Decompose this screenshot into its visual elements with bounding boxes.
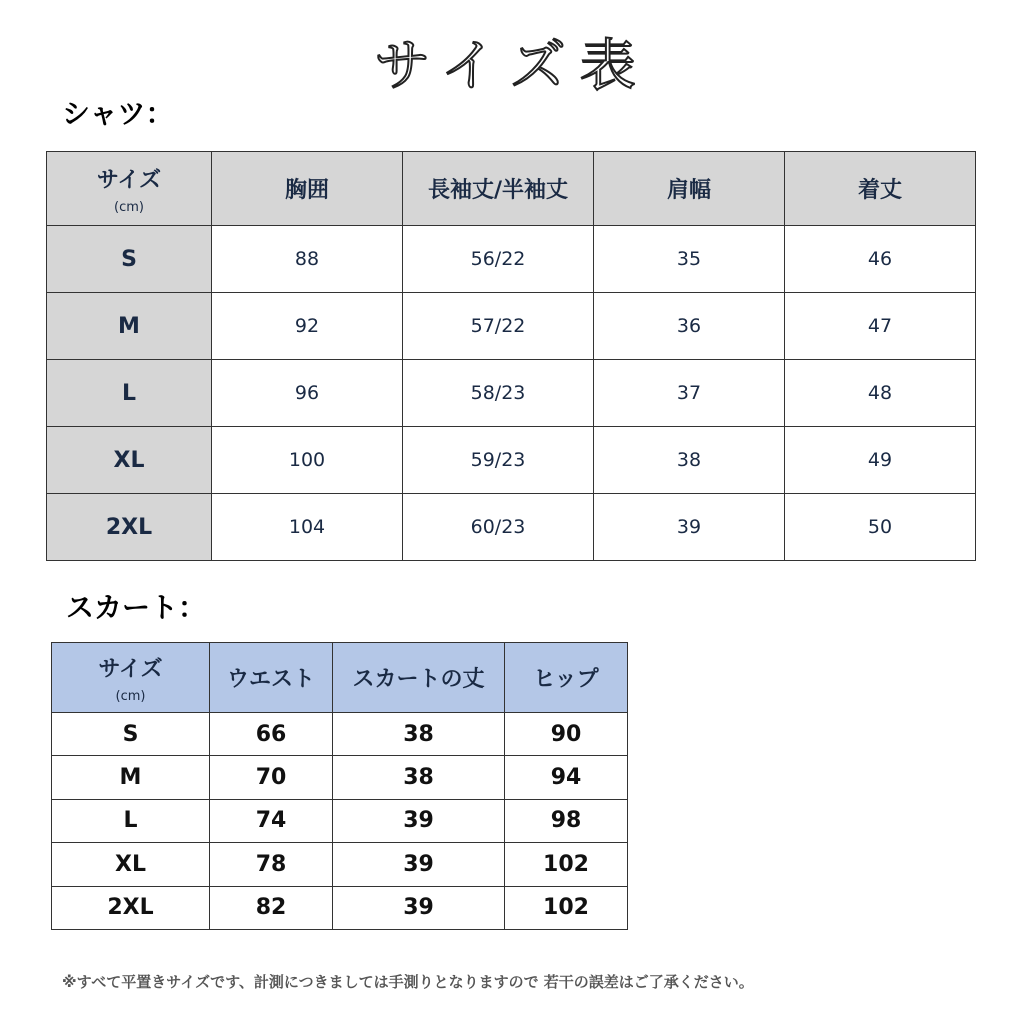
skirt-size-cell: XL	[52, 843, 210, 886]
shirt-size-cell: M	[47, 293, 212, 360]
shirt-value-cell: 60/23	[403, 494, 594, 561]
skirt-size-cell: L	[52, 799, 210, 842]
shirt-value-cell: 35	[594, 226, 785, 293]
shirt-row	[47, 427, 976, 494]
shirt-value-cell: 48	[785, 360, 976, 427]
shirt-value-cell: 58/23	[403, 360, 594, 427]
skirt-header-row	[52, 643, 628, 713]
skirt-value-cell: 74	[210, 799, 333, 842]
shirt-value-cell: 46	[785, 226, 976, 293]
shirt-col-header: 肩幅	[594, 152, 785, 226]
shirt-value-cell: 39	[594, 494, 785, 561]
shirt-size-header-label: サイズ	[96, 167, 162, 193]
skirt-size-cell: 2XL	[52, 886, 210, 929]
shirt-value-cell: 96	[212, 360, 403, 427]
skirt-value-cell: 38	[333, 756, 505, 799]
shirt-unit-label: (cm)	[114, 199, 144, 215]
shirt-value-cell: 36	[594, 293, 785, 360]
skirt-value-cell: 38	[333, 713, 505, 756]
shirt-size-cell: L	[47, 360, 212, 427]
shirt-value-cell: 92	[212, 293, 403, 360]
skirt-col-header: スカートの丈	[333, 643, 505, 713]
shirt-size-cell: S	[47, 226, 212, 293]
skirt-size-header	[52, 643, 210, 713]
skirt-col-header: ウエスト	[210, 643, 333, 713]
skirt-section-label: スカート：	[66, 591, 207, 624]
skirt-value-cell: 39	[333, 799, 505, 842]
shirt-value-cell: 100	[212, 427, 403, 494]
shirt-value-cell: 37	[594, 360, 785, 427]
shirt-value-cell: 50	[785, 494, 976, 561]
skirt-row	[52, 843, 628, 886]
skirt-size-table	[51, 642, 628, 930]
skirt-value-cell: 98	[505, 799, 628, 842]
skirt-size-cell: M	[52, 756, 210, 799]
skirt-value-cell: 82	[210, 886, 333, 929]
shirt-value-cell: 59/23	[403, 427, 594, 494]
page-title: サイズ表	[374, 34, 650, 99]
shirt-size-table	[46, 151, 976, 561]
shirt-row	[47, 226, 976, 293]
shirt-value-cell: 104	[212, 494, 403, 561]
shirt-value-cell: 47	[785, 293, 976, 360]
shirt-header-row	[47, 152, 976, 226]
shirt-value-cell: 88	[212, 226, 403, 293]
shirt-value-cell: 56/22	[403, 226, 594, 293]
shirt-col-header: 胸囲	[212, 152, 403, 226]
shirt-value-cell: 57/22	[403, 293, 594, 360]
shirt-size-cell: XL	[47, 427, 212, 494]
shirt-row	[47, 494, 976, 561]
skirt-value-cell: 70	[210, 756, 333, 799]
shirt-row	[47, 360, 976, 427]
shirt-size-cell: 2XL	[47, 494, 212, 561]
skirt-value-cell: 90	[505, 713, 628, 756]
skirt-value-cell: 39	[333, 843, 505, 886]
skirt-row	[52, 799, 628, 842]
skirt-size-cell: S	[52, 713, 210, 756]
skirt-value-cell: 94	[505, 756, 628, 799]
skirt-row	[52, 713, 628, 756]
measurement-note: ※すべて平置きサイズです、計測につきましては手測りとなりますので 若干の誤差はご了承ください。	[62, 973, 754, 991]
skirt-value-cell: 102	[505, 843, 628, 886]
skirt-value-cell: 39	[333, 886, 505, 929]
shirt-value-cell: 49	[785, 427, 976, 494]
shirt-size-header	[47, 152, 212, 226]
shirt-section-label: シャツ：	[62, 97, 174, 130]
skirt-row	[52, 886, 628, 929]
shirt-row	[47, 293, 976, 360]
shirt-col-header: 長袖丈/半袖丈	[403, 152, 594, 226]
shirt-col-header: 着丈	[785, 152, 976, 226]
shirt-value-cell: 38	[594, 427, 785, 494]
skirt-col-header: ヒップ	[505, 643, 628, 713]
skirt-value-cell: 78	[210, 843, 333, 886]
skirt-unit-label: (cm)	[115, 688, 146, 704]
skirt-size-header-label: サイズ	[98, 656, 163, 682]
skirt-value-cell: 66	[210, 713, 333, 756]
skirt-value-cell: 102	[505, 886, 628, 929]
skirt-row	[52, 756, 628, 799]
